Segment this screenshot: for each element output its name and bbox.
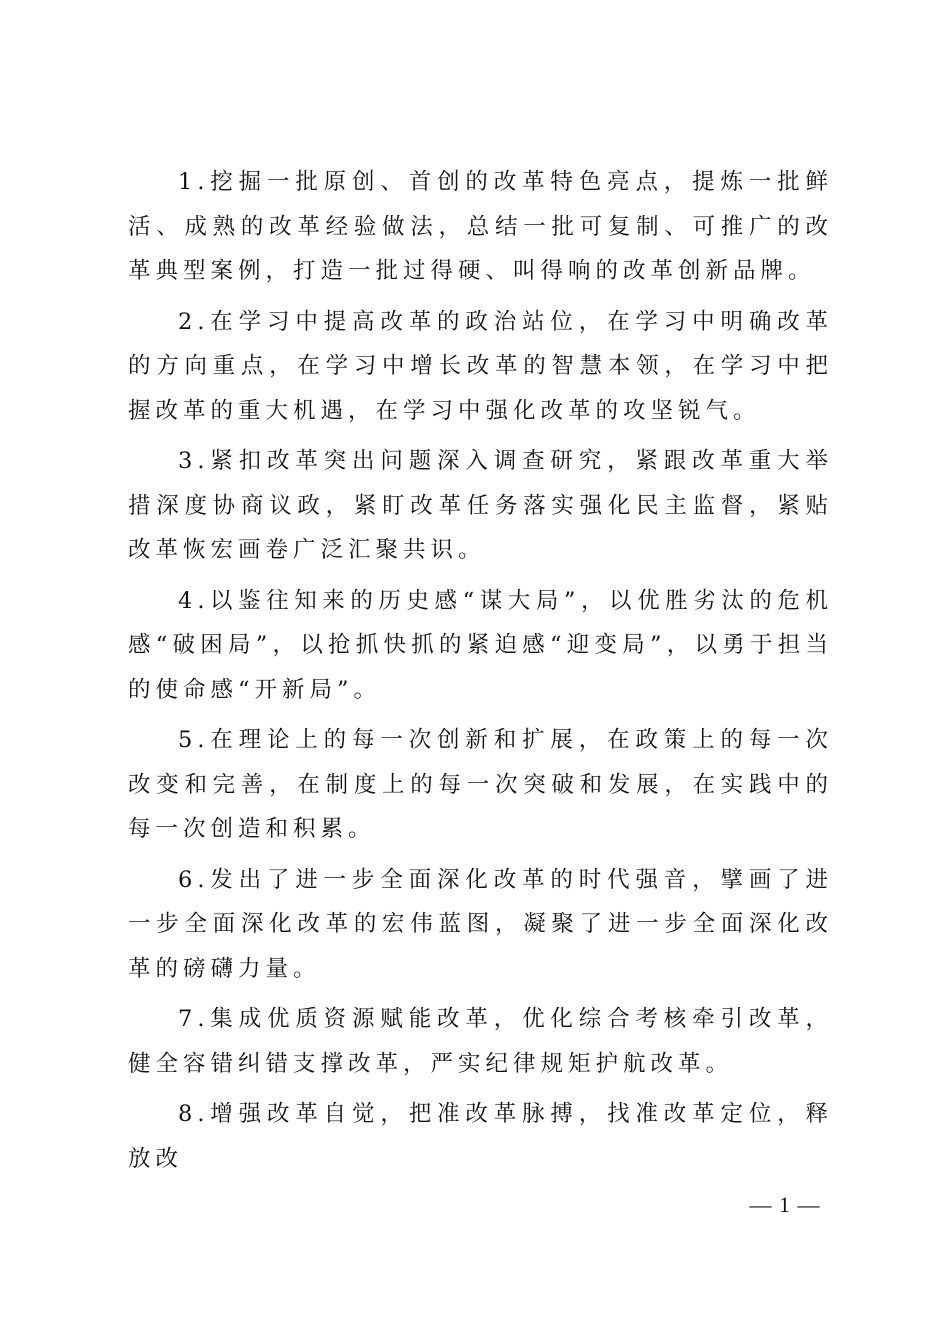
document-body [128,160,833,1187]
paragraph-4: 4.以鉴往知来的历史感“谋大局”，以优胜劣汰的危机感“破困局”，以抢抓快抓的紧迫感“迎变局”，以勇于担当的使命感“开新局”。 [128,587,833,703]
paragraph-6: 6.发出了进一步全面深化改革的时代强音，擘画了进一步全面深化改革的宏伟蓝图，凝聚了进一步全面深化改革的磅礴力量。 [128,866,833,982]
paragraph-7: 7.集成优质资源赋能改革，优化综合考核牵引改革，健全容错纠错支撑改革，严实纪律规矩护航改革。 [128,1006,833,1077]
paragraph-3: 3.紧扣改革突出问题深入调查研究，紧跟改革重大举措深度协商议政，紧盯改革任务落实强化民主监督，紧贴改革恢宏画卷广泛汇聚共识。 [128,448,833,563]
paragraph-5: 5.在理论上的每一次创新和扩展，在政策上的每一次改变和完善，在制度上的每一次突破和发展，在实践中的每一次创造和积累。 [128,727,833,842]
paragraph-1: 1.挖掘一批原创、首创的改革特色亮点，提炼一批鲜活、成熟的改革经验做法，总结一批可复制、可推广的改革典型案例，打造一批过得硬、叫得响的改革创新品牌。 [128,169,833,284]
paragraph-2: 2.在学习中提高改革的政治站位，在学习中明确改革的方向重点，在学习中增长改革的智慧本领，在学习中把握改革的重大机遇，在学习中强化改革的攻坚锐气。 [128,308,833,424]
paragraph-8: 8.增强改革自觉，把准改革脉搏，找准改革定位，释放改 [128,1101,833,1172]
page-number: — 1 — [749,1192,821,1217]
